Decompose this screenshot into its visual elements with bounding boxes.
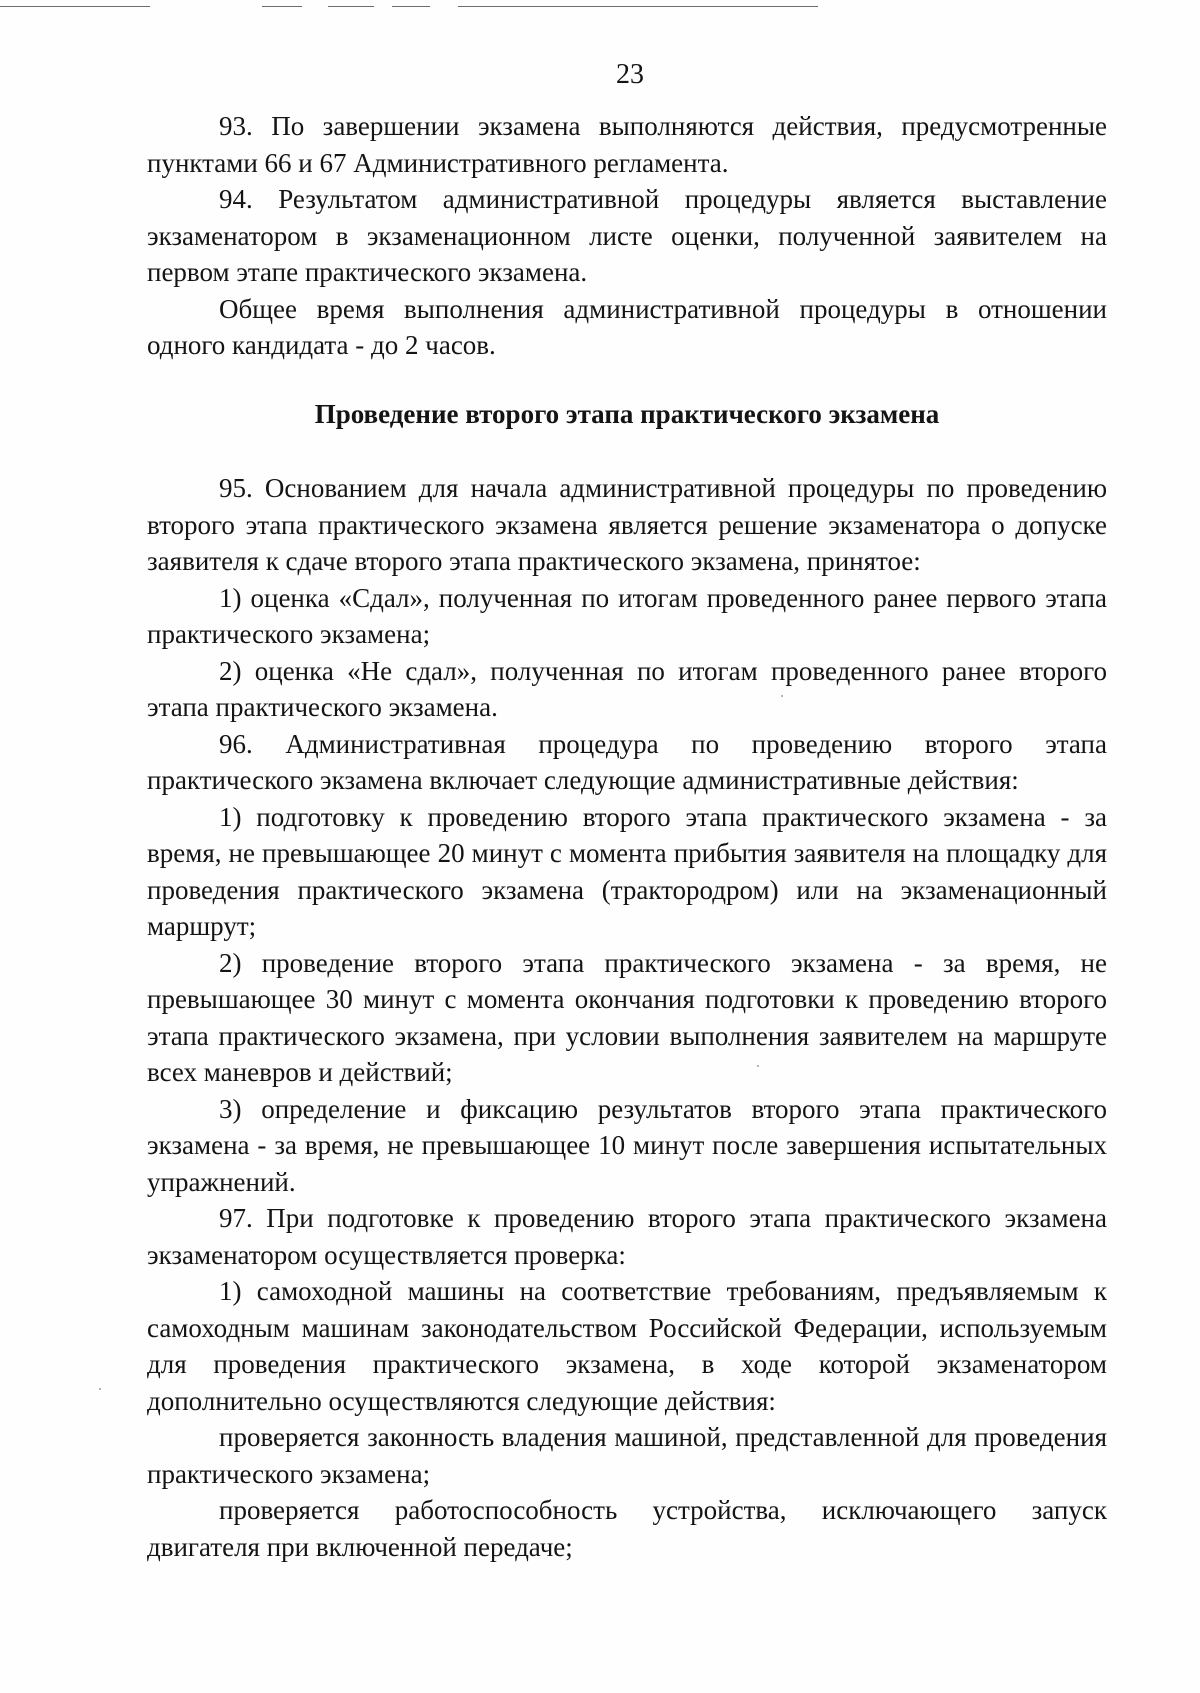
paragraph-95-item-2: 2) оценка «Не сдал», полученная по итогам проведенного ранее второго этапа практического экзамена. (147, 655, 1107, 722)
paragraph-97-check-ownership: проверяется законность владения машиной, представленной для проведения практического экзамена; (147, 1422, 1107, 1489)
paragraph-96: 96. Административная процедура по проведению второго этапа практического экзамена включает следующие административные действия: (147, 728, 1107, 795)
paragraph-total-time: Общее время выполнения административной процедуры в отношении одного кандидата - до 2 часов. (147, 293, 1107, 360)
paragraph-96-item-2: 2) проведение второго этапа практического экзамена - за время, не превышающее 30 минут с момента окончания подготовки к проведению второго этапа практического экзамена, при условии выполнения заявителем на маршруте всех маневров и действий; (147, 947, 1107, 1087)
body-text-lower (147, 470, 1107, 1565)
paragraph-94: 94. Результатом административной процедуры является выставление экзаменатором в экзаменационном листе оценки, полученной заявителем на первом этапе практического экзамена. (147, 184, 1107, 287)
section-heading: Проведение второго этапа практического экзамена (314, 399, 940, 429)
paragraph-95-item-1: 1) оценка «Сдал», полученная по итогам проведенного ранее первого этапа практического экзамена; (147, 582, 1107, 649)
scan-top-edge-lines (0, 6, 1200, 10)
scan-speck (781, 695, 783, 697)
paragraph-97-check-start-lock: проверяется работоспособность устройства, исключающего запуск двигателя при включенной передаче; (147, 1495, 1107, 1562)
page-number: 23 (616, 59, 644, 90)
paragraph-96-item-3: 3) определение и фиксацию результатов второго этапа практического экзамена - за время, не превышающее 10 минут после завершения испытательных упражнений. (147, 1093, 1107, 1197)
scan-speck (99, 1388, 101, 1390)
paragraph-97: 97. При подготовке к проведению второго этапа практического экзамена экзаменатором осуществляется проверка: (147, 1203, 1107, 1270)
paragraph-95: 95. Основанием для начала административной процедуры по проведению второго этапа практического экзамена является решение экзаменатора о допуске заявителя к сдаче второго этапа практического экзамена, принятое: (147, 473, 1107, 576)
paragraph-97-item-1: 1) самоходной машины на соответствие требованиям, предъявляемым к самоходным машинам законодательством Российской Федерации, используемым для проведения практического экзамена, в ходе которой экзаменатором дополнительно осуществляются следующие действия: (147, 1276, 1107, 1416)
paragraph-96-item-1: 1) подготовку к проведению второго этапа практического экзамена - за время, не превышающее 20 минут с момента прибытия заявителя на площадку для проведения практического экзамена (трактородром) или на экзаменационный маршрут; (147, 801, 1107, 941)
scan-speck (757, 1065, 759, 1067)
body-text-upper (147, 108, 1107, 364)
paragraph-93: 93. По завершении экзамена выполняются действия, предусмотренные пунктами 66 и 67 Административного регламента. (147, 111, 1107, 178)
